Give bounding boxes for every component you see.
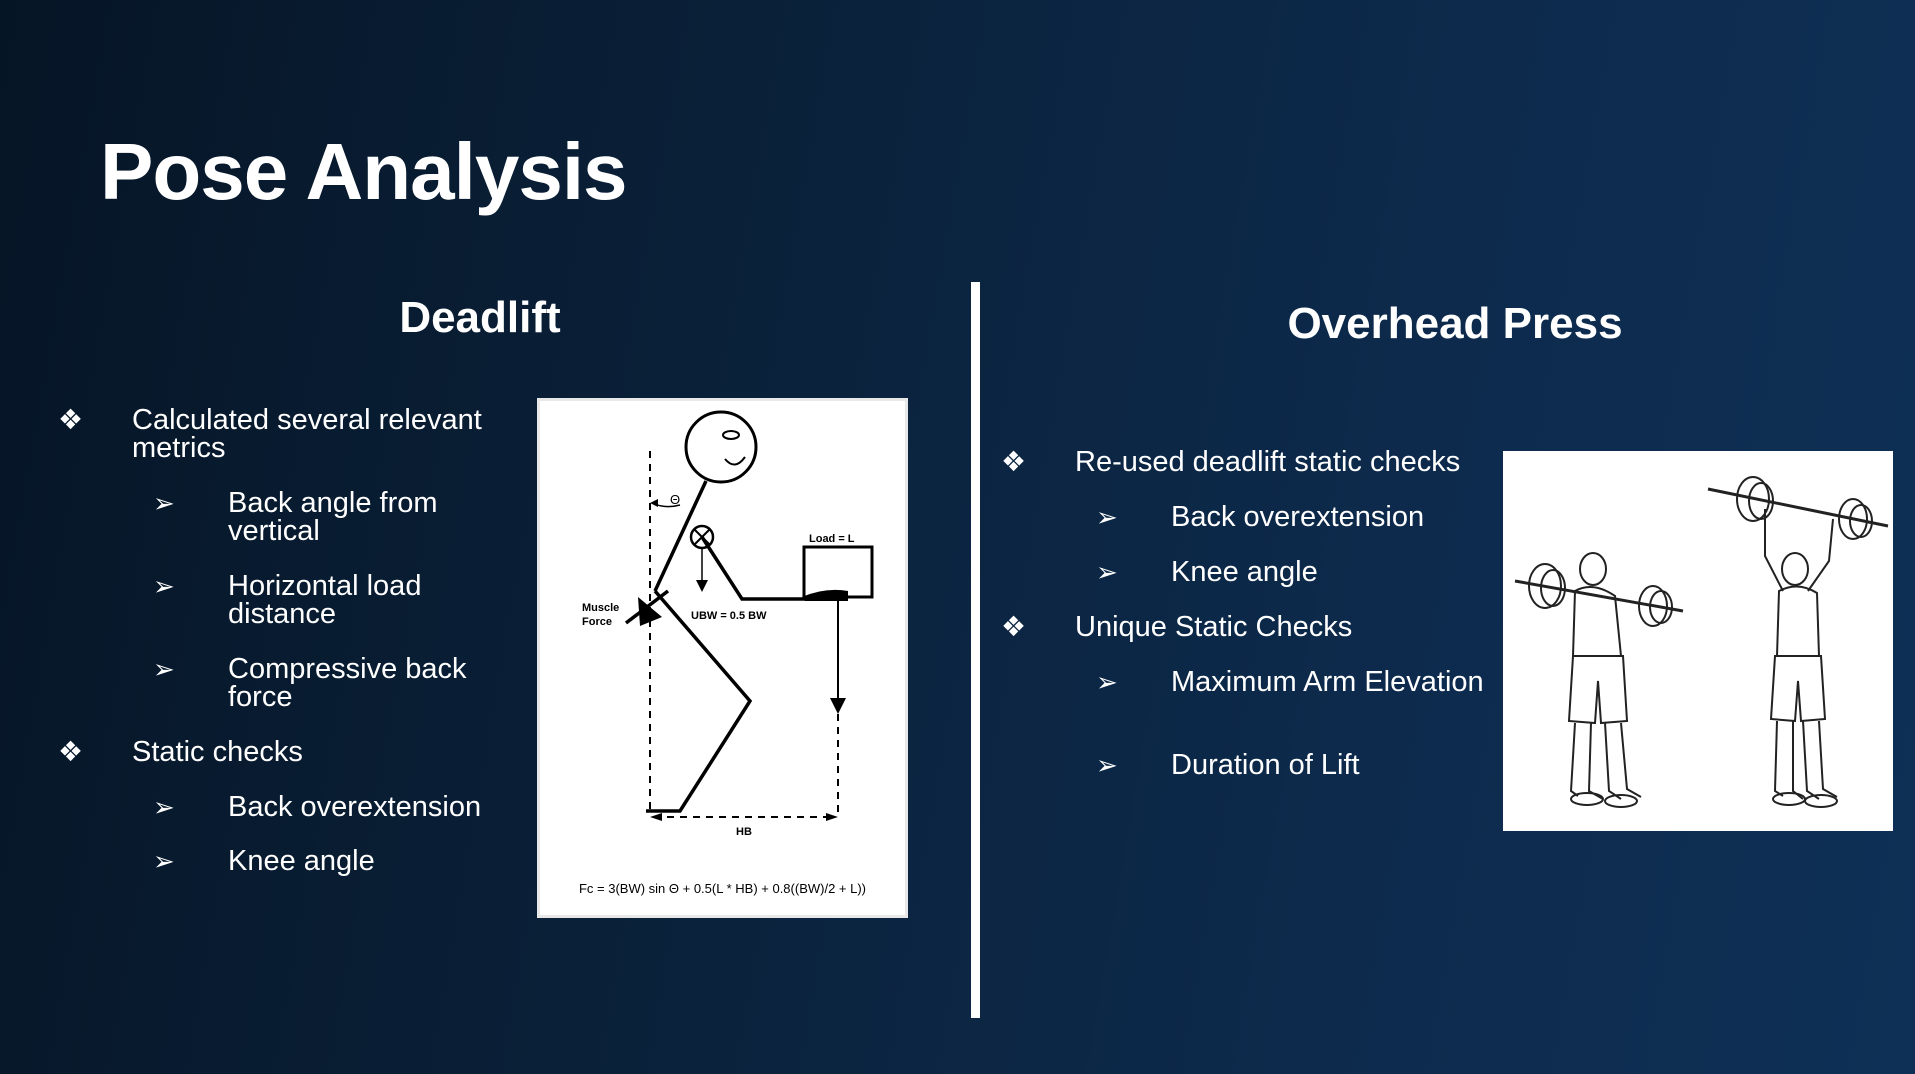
list-item: [1001, 448, 1501, 503]
arrowhead-bullet-icon: ➢: [153, 488, 175, 518]
list-item: [1001, 558, 1501, 613]
diamond-bullet-icon: ❖: [58, 736, 84, 767]
list-item: [1001, 751, 1501, 806]
overhead-press-heading: Overhead Press: [1287, 299, 1623, 348]
diamond-bullet-icon: ❖: [1001, 611, 1027, 642]
hb-label: HB: [736, 826, 752, 838]
press-start-figure: [1515, 553, 1683, 807]
arrowhead-bullet-icon: ➢: [1096, 557, 1118, 587]
load-label: Load = L: [809, 533, 855, 545]
deadlift-heading: Deadlift: [399, 293, 561, 342]
muscle-force-label-1: Muscle: [582, 602, 620, 614]
list-item-text: Compressive back force: [228, 653, 467, 713]
list-item: [58, 489, 518, 572]
list-item: [58, 406, 518, 489]
arrowhead-bullet-icon: ➢: [153, 846, 175, 876]
deadlift-stick-figure: [540, 401, 905, 915]
list-item-text: Back angle from vertical: [228, 487, 438, 547]
overhead-press-illustration: [1503, 451, 1893, 831]
muscle-force-label-2: Force: [582, 616, 612, 628]
spine-line: [655, 481, 706, 591]
list-item-text: Horizontal load distance: [228, 570, 422, 630]
theta-label: Θ: [670, 492, 681, 507]
list-item-text: Re-used deadlift static checks: [1075, 446, 1461, 478]
diamond-bullet-icon: ❖: [1001, 446, 1027, 477]
list-item: [1001, 668, 1501, 751]
overhead-press-figures: [1503, 451, 1893, 831]
list-item-text: Knee angle: [1171, 556, 1318, 588]
list-item: [58, 655, 518, 738]
column-divider: [971, 282, 980, 1018]
arrowhead-bullet-icon: ➢: [153, 654, 175, 684]
list-item-text: Back overextension: [1171, 501, 1425, 533]
list-item: [1001, 613, 1501, 668]
arrowhead-bullet-icon: ➢: [1096, 502, 1118, 532]
arm-line: [702, 537, 808, 599]
deadlift-bullet-list: [58, 406, 518, 901]
press-overhead-figure: [1708, 477, 1888, 807]
list-item-text: Unique Static Checks: [1075, 611, 1353, 643]
slide-title: Pose Analysis: [100, 127, 627, 216]
list-item: [58, 847, 518, 901]
list-item-text: Static checks: [132, 736, 303, 768]
compressive-force-formula: Fc = 3(BW) sin Θ + 0.5(L * HB) + 0.8((BW)/2 + L)): [578, 881, 867, 896]
leg-line: [646, 591, 750, 811]
list-item-text: Duration of Lift: [1171, 749, 1360, 781]
list-item: [58, 572, 518, 655]
list-item-text: Back overextension: [228, 791, 482, 823]
list-item-text: Knee angle: [228, 845, 375, 877]
arrowhead-bullet-icon: ➢: [153, 571, 175, 601]
overhead-press-bullet-list: [1001, 448, 1501, 806]
list-item: [58, 738, 518, 793]
list-item: [58, 793, 518, 847]
arrowhead-bullet-icon: ➢: [1096, 750, 1118, 780]
load-box: [804, 547, 872, 597]
diamond-bullet-icon: ❖: [58, 404, 84, 435]
list-item-text: Maximum Arm Elevation: [1171, 666, 1484, 698]
ubw-label: UBW = 0.5 BW: [691, 610, 767, 622]
deadlift-biomechanics-diagram: [537, 398, 908, 918]
list-item-text: Calculated several relevant metrics: [132, 404, 482, 464]
arrowhead-bullet-icon: ➢: [1096, 667, 1118, 697]
arrowhead-bullet-icon: ➢: [153, 792, 175, 822]
list-item: [1001, 503, 1501, 558]
head-shape: [686, 412, 756, 482]
